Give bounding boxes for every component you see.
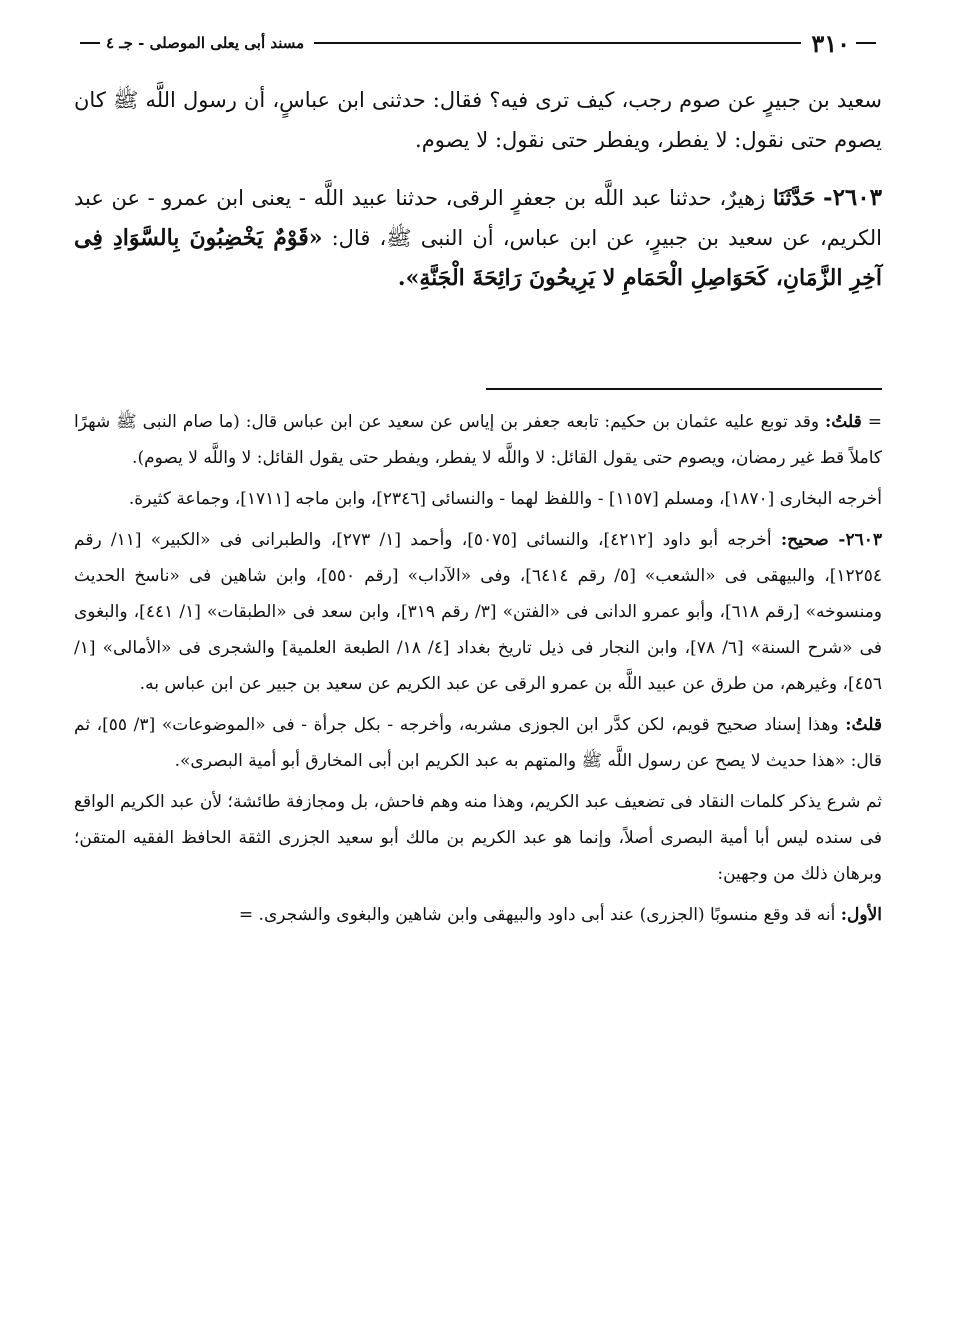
- footnote-continuation: [74, 404, 882, 476]
- main-text: [74, 80, 882, 298]
- book-title: مسند أبى يعلى الموصلى - جـ ٤: [106, 34, 305, 52]
- header-dash-right: [856, 42, 876, 44]
- footnote-takhrij: أخرجه البخارى [١٨٧٠]، ومسلم [١١٥٧] - واللفظ لهما - والنسائى [٢٣٤٦]، وابن ماجه [١٧١١]، وجماعة كثيرة.: [128, 489, 882, 509]
- header-rule: [314, 42, 801, 44]
- hadith-opening: حَدَّثَنَا: [772, 185, 816, 210]
- main-paragraph: سعيد بن جبيرٍ عن صوم رجب، كيف ترى فيه؟ فقال: حدثنى ابن عباسٍ، أن رسول اللَّه ﷺ كان يصوم حتى نقول: لا يفطر، ويفطر حتى نقول: لا يصوم.: [74, 88, 882, 152]
- footnote-discussion: ثم شرع يذكر كلمات النقاد فى تضعيف عبد الكريم، وهذا منه وهم فاحش، بل ومجازفة طائشة؛ لأن عبد الكريم الواقع فى سنده ليس أبا أمية البصرى أصلاً، وإنما هو عبد الكريم بن مالك أبو سعيد الجزرى الثقة الحافظ الفقيه المتقن؛ وبرهان ذلك من وجهين:: [74, 792, 882, 884]
- hadith-paragraph: [74, 178, 882, 298]
- footnote-first-point: [74, 897, 882, 933]
- hadith-chain: زهيرٌ، حدثنا عبد اللَّه بن جعفرٍ الرقى، حدثنا عبيد اللَّه - يعنى ابن عمرو - عن عبد الكريم، عن سعيد بن جبيرٍ، عن ابن عباس، أن النبى ﷺ، قال:: [74, 186, 883, 250]
- footnotes: [74, 404, 882, 933]
- footnote-text: أنه قد وقع منسوبًا (الجزرى) عند أبى داود والبيهقى وابن شاهين والبغوى والشجرى. =: [238, 905, 841, 925]
- footnote-separator: [486, 388, 882, 390]
- hadith-text: «قَوْمٌ يَخْضِبُونَ بِالسَّوَادِ فِى آخِرِ الزَّمَانِ، كَحَوَاصِلِ الْحَمَامِ لا يَرِيحُونَ رَائِحَةَ الْجَنَّةِ».: [74, 225, 882, 291]
- footnote-text: وقد توبع عليه عثمان بن حكيم: تابعه جعفر بن إياس عن سعيد عن ابن عباس قال: (ما صام النبى ﷺ شهرًا كاملاً قط غير رمضان، ويصوم حتى يقول القائل: لا واللَّه لا يفطر، ويفطر حتى يقول القائل: لا واللَّه لا يصوم).: [74, 412, 882, 468]
- footnote-lead: الأول:: [840, 905, 882, 925]
- footnote-lead: قلتُ:: [845, 715, 882, 735]
- footnote-2603: [74, 522, 882, 702]
- footnote-text: وهذا إسناد صحيح قويم، لكن كدَّر ابن الجوزى مشربه، وأخرجه - بكل جرأة - فى «الموضوعات» [٣/ ٥٥]، ثم قال: «هذا حديث لا يصح عن رسول اللَّه ﷺ والمتهم به عبد الكريم ابن أبى المخارق أبو أمية البصرى».: [74, 715, 882, 771]
- hadith-number: ٢٦٠٣-: [823, 184, 882, 211]
- footnote-lead: قلتُ:: [825, 412, 862, 432]
- footnote-comment: [74, 707, 882, 779]
- footnote-text: أخرجه أبو داود [٤٢١٢]، والنسائى [٥٠٧٥]، وأحمد [١/ ٢٧٣]، والطبرانى فى «الكبير» [١١/ رقم ١٢٢٥٤]، والبيهقى فى «الشعب» [٥/ رقم ٦٤١٤]، وفى «الآداب» [رقم ٥٥٠]، وابن شاهين فى «ناسخ الحديث ومنسوخه» [رقم ٦١٨]، وأبو عمرو الدانى فى «الفتن» [٣/ رقم ٣١٩]، وابن سعد فى «الطبقات» [١/ ٤٤١]، والبغوى فى «شرح السنة» [٦/ ٧٨]، وابن النجار فى ذيل تاريخ بغداد [٤/ ١٨/ الطبعة العلمية] والشجرى فى «الأمالى» [١/ ٤٥٦]، وغيرهم، من طرق عن عبيد اللَّه بن عمرو الرقى عن عبد الكريم عن سعيد بن جبير عن ابن عباس به.: [74, 530, 883, 694]
- page-number: ٣١٠: [811, 28, 850, 58]
- page-header: [74, 26, 882, 60]
- header-dash-left: [80, 42, 100, 44]
- continuation-marker: =: [867, 412, 882, 432]
- footnote-lead: ٢٦٠٣- صحيح:: [780, 530, 883, 550]
